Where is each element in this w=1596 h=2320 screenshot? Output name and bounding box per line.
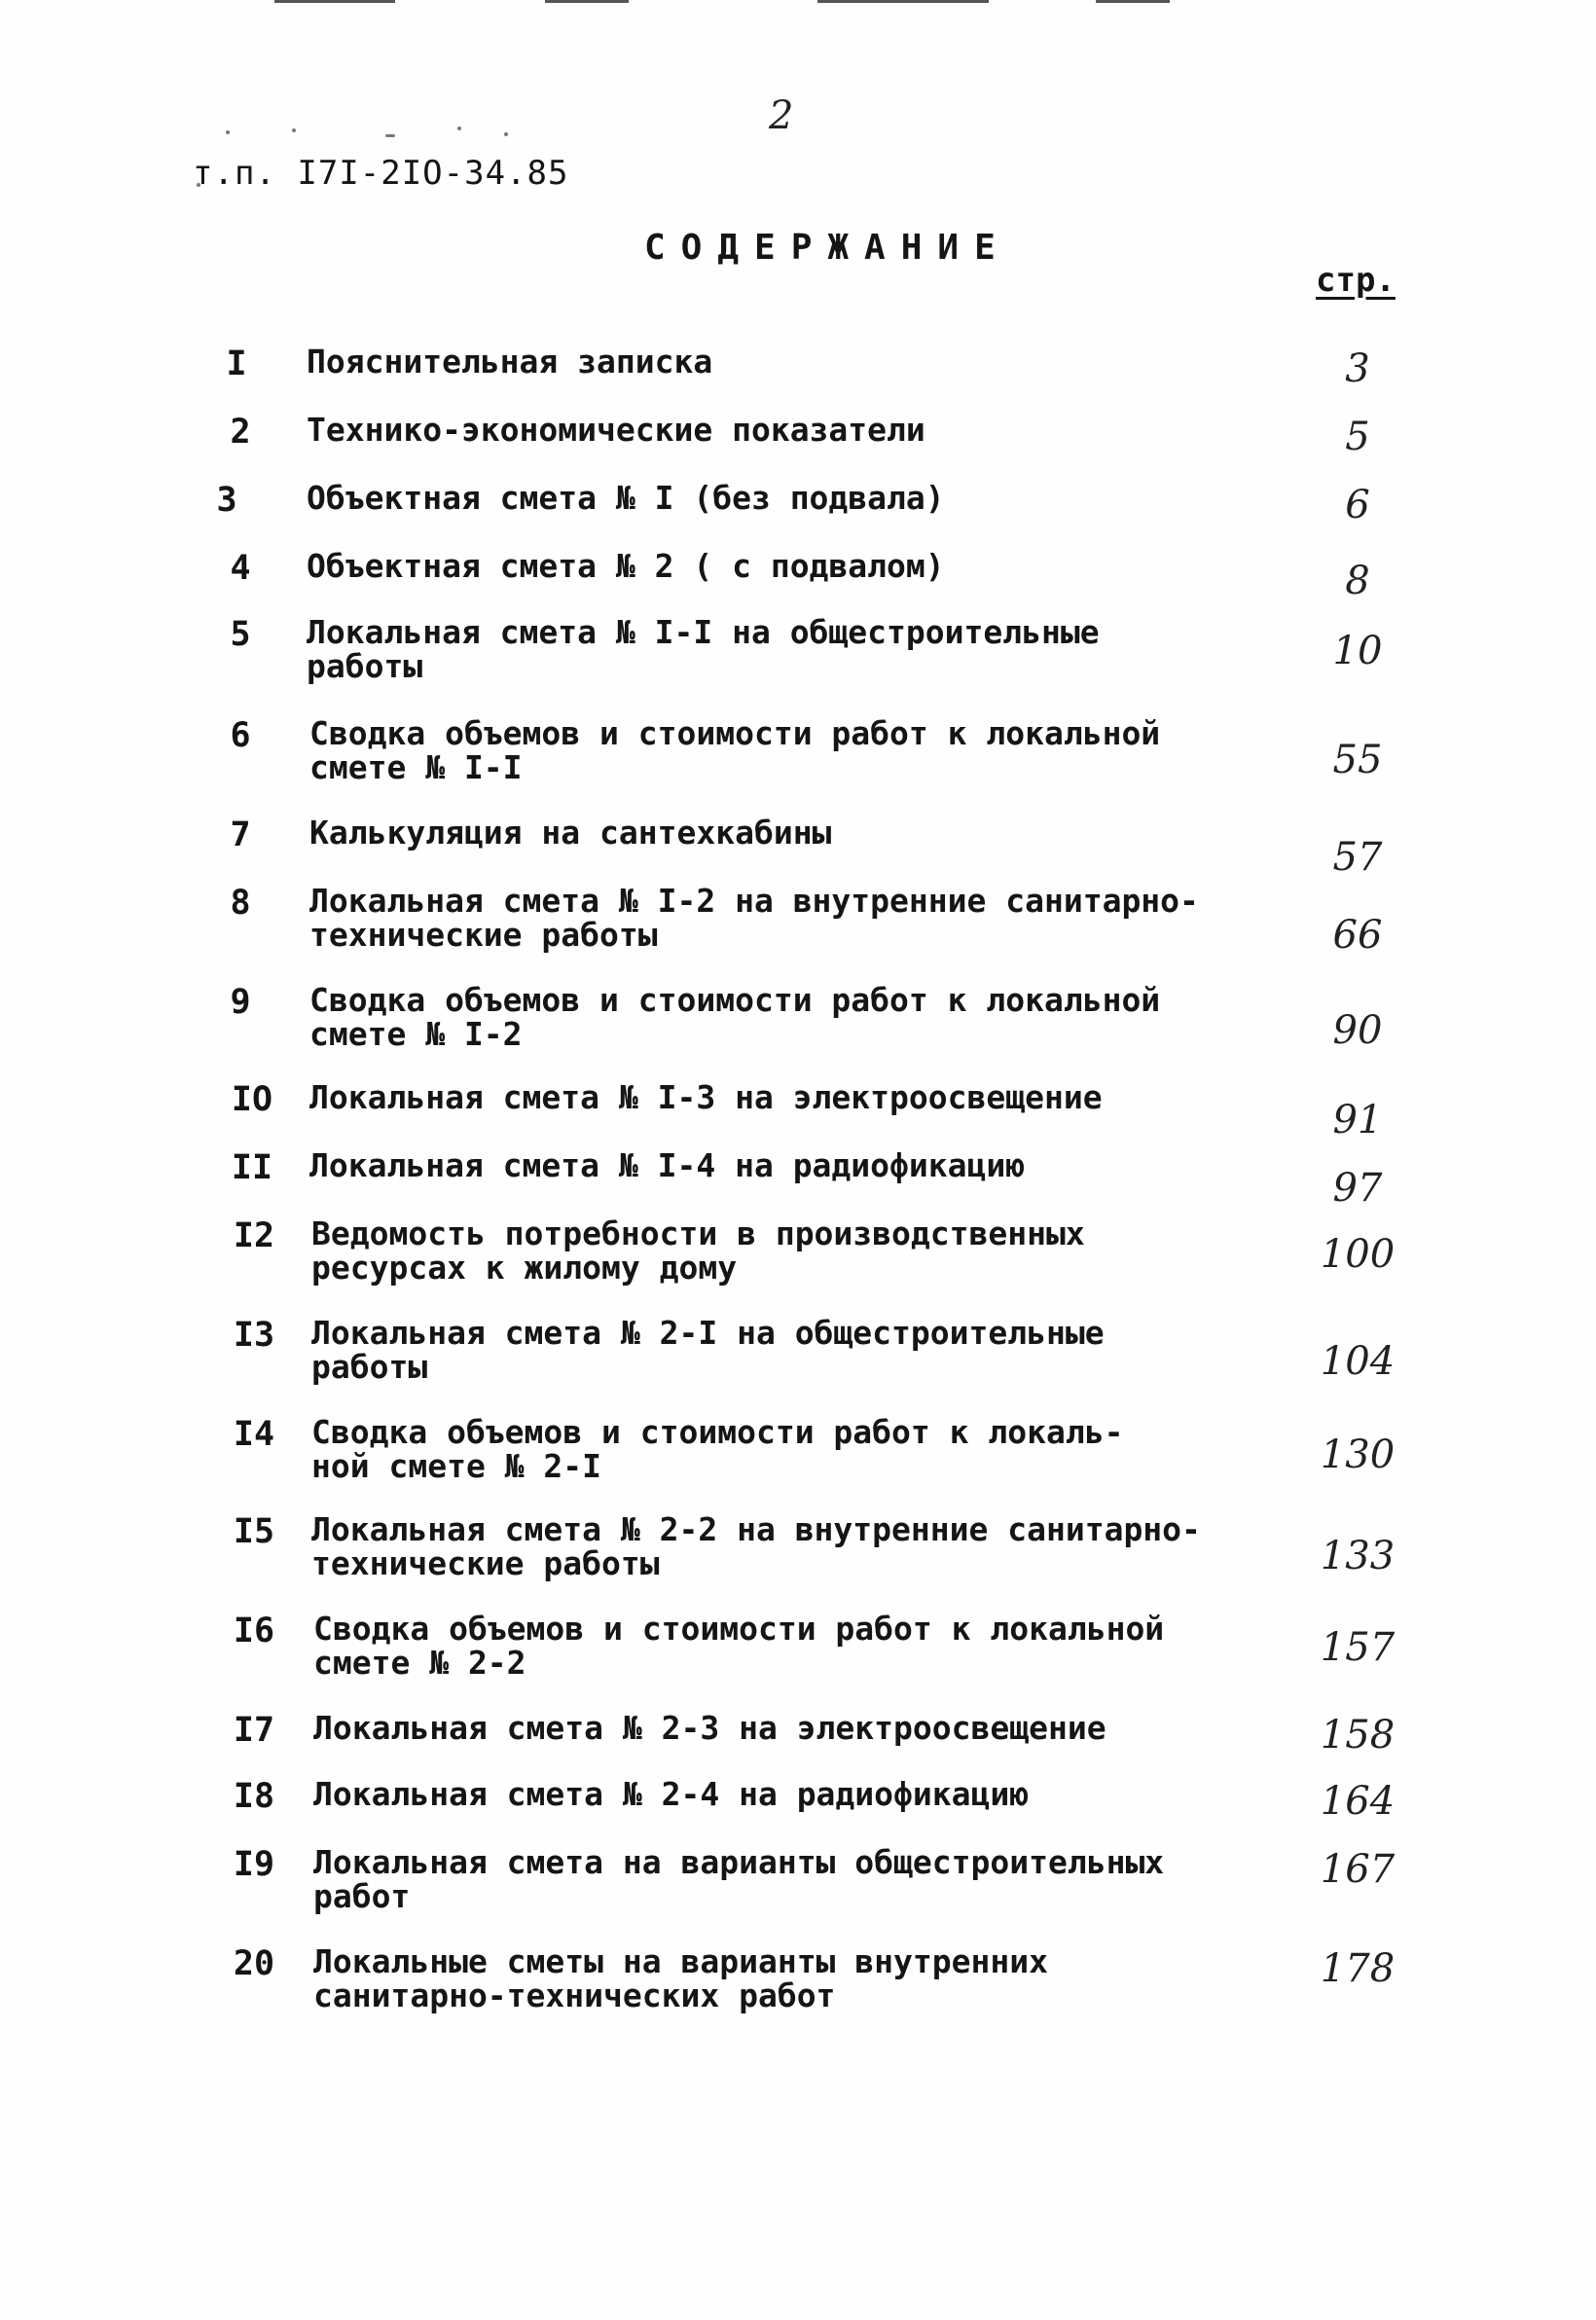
toc-entry-title: Локальная смета № 2-I на общестроительные работы [311,1314,1105,1386]
toc-entry-page-number: 167 [1320,1847,1396,1892]
toc-entry-number: I3 [233,1316,275,1355]
sheet-number: 2 [769,93,794,138]
toc-entry-page-number: 90 [1332,1008,1383,1053]
toc-entry-page-number: 6 [1345,483,1370,527]
scan-speck [226,130,230,134]
page-column-header: стр. [1316,261,1396,300]
top-edge-rule [817,0,989,3]
toc-entry-title: Локальная смета № I-2 на внутренние санитарно- технические работы [309,882,1199,954]
toc-entry-number: I [226,344,247,383]
toc-entry-page-number: 100 [1320,1232,1396,1277]
toc-entry-title: Ведомость потребности в производственных ресурсах к жилому дому [311,1214,1085,1287]
page-title: СОДЕРЖАНИЕ [644,228,1011,268]
toc-entry-title: Локальные сметы на варианты внутренних санитарно-технических работ [313,1942,1048,2014]
toc-entry-number: 8 [230,884,251,923]
top-edge-rule [545,0,629,3]
toc-entry-title: Локальная смета № I-4 на радиофикацию [309,1146,1026,1184]
toc-entry-number: 2 [230,413,251,452]
toc-entry-title: Объектная смета № I (без подвала) [307,479,945,517]
toc-entry-page-number: 158 [1320,1713,1396,1758]
scan-speck [457,127,461,130]
toc-entry-page-number: 91 [1332,1098,1383,1142]
toc-entry-number: I6 [233,1612,275,1650]
toc-entry-page-number: 55 [1332,738,1383,782]
toc-entry-title: Локальная смета № 2-2 на внутренние санитарно- технические работы [311,1510,1201,1582]
toc-entry-page-number: 5 [1345,415,1370,459]
toc-entry-number: 5 [230,615,251,654]
toc-entry-title: Локальная смета № I-3 на электроосвещение [309,1078,1103,1116]
toc-entry-number: I5 [233,1512,275,1551]
toc-entry-number: I4 [233,1415,275,1454]
toc-entry-title: Сводка объемов и стоимости работ к локальной смете № I-I [309,714,1161,786]
toc-entry-page-number: 66 [1332,913,1383,958]
toc-entry-number: 9 [230,983,251,1022]
toc-entry-page-number: 133 [1320,1534,1396,1578]
toc-entry-title: Сводка объемов и стоимости работ к локаль- ной смете № 2-I [311,1413,1124,1485]
toc-entry-number: 3 [216,481,237,520]
toc-entry-page-number: 10 [1332,629,1383,673]
toc-entry-page-number: 97 [1332,1166,1383,1211]
toc-entry-number: I8 [233,1777,275,1816]
toc-entry-number: 4 [230,549,251,588]
toc-entry-title: Пояснительная записка [307,343,713,381]
toc-entry-number: II [231,1148,273,1187]
toc-entry-page-number: 130 [1320,1432,1396,1477]
toc-entry-title: Локальная смета № 2-4 на радиофикацию [313,1775,1030,1813]
toc-entry-page-number: 3 [1345,346,1370,391]
toc-entry-title: Калькуляция на сантехкабины [309,814,832,852]
toc-entry-number: I2 [233,1216,275,1255]
scan-speck [385,134,395,137]
toc-entry-number: 7 [230,816,251,854]
scan-speck [292,128,296,132]
toc-entry-title: Объектная смета № 2 ( с подвалом) [307,547,945,585]
toc-entry-number: I9 [233,1845,275,1884]
toc-entry-number: 6 [230,716,251,755]
toc-entry-title: Сводка объемов и стоимости работ к локальной смете № 2-2 [313,1610,1165,1682]
toc-entry-number: I7 [233,1711,275,1750]
toc-entry-page-number: 104 [1320,1339,1396,1384]
toc-entry-title: Сводка объемов и стоимости работ к локальной смете № I-2 [309,981,1161,1053]
toc-entry-title: Локальная смета № 2-3 на электроосвещение [313,1709,1106,1747]
toc-entry-number: 20 [233,1944,275,1983]
toc-entry-page-number: 157 [1320,1625,1396,1670]
scan-speck [504,132,508,136]
top-edge-rule [274,0,395,3]
toc-entry-title: Локальная смета № I-I на общестроительные работы [307,613,1100,685]
toc-entry-page-number: 178 [1320,1946,1396,1991]
toc-entry-page-number: 164 [1320,1779,1396,1824]
toc-entry-page-number: 57 [1332,835,1383,880]
toc-entry-page-number: 8 [1345,559,1370,603]
toc-entry-title: Локальная смета на варианты общестроительных работ [313,1843,1165,1915]
top-edge-rule [1096,0,1170,3]
toc-entry-title: Технико-экономические показатели [307,411,925,449]
toc-entry-number: IO [231,1080,273,1119]
document-code: т.п. I7I-2IO-34.85 [193,154,569,193]
